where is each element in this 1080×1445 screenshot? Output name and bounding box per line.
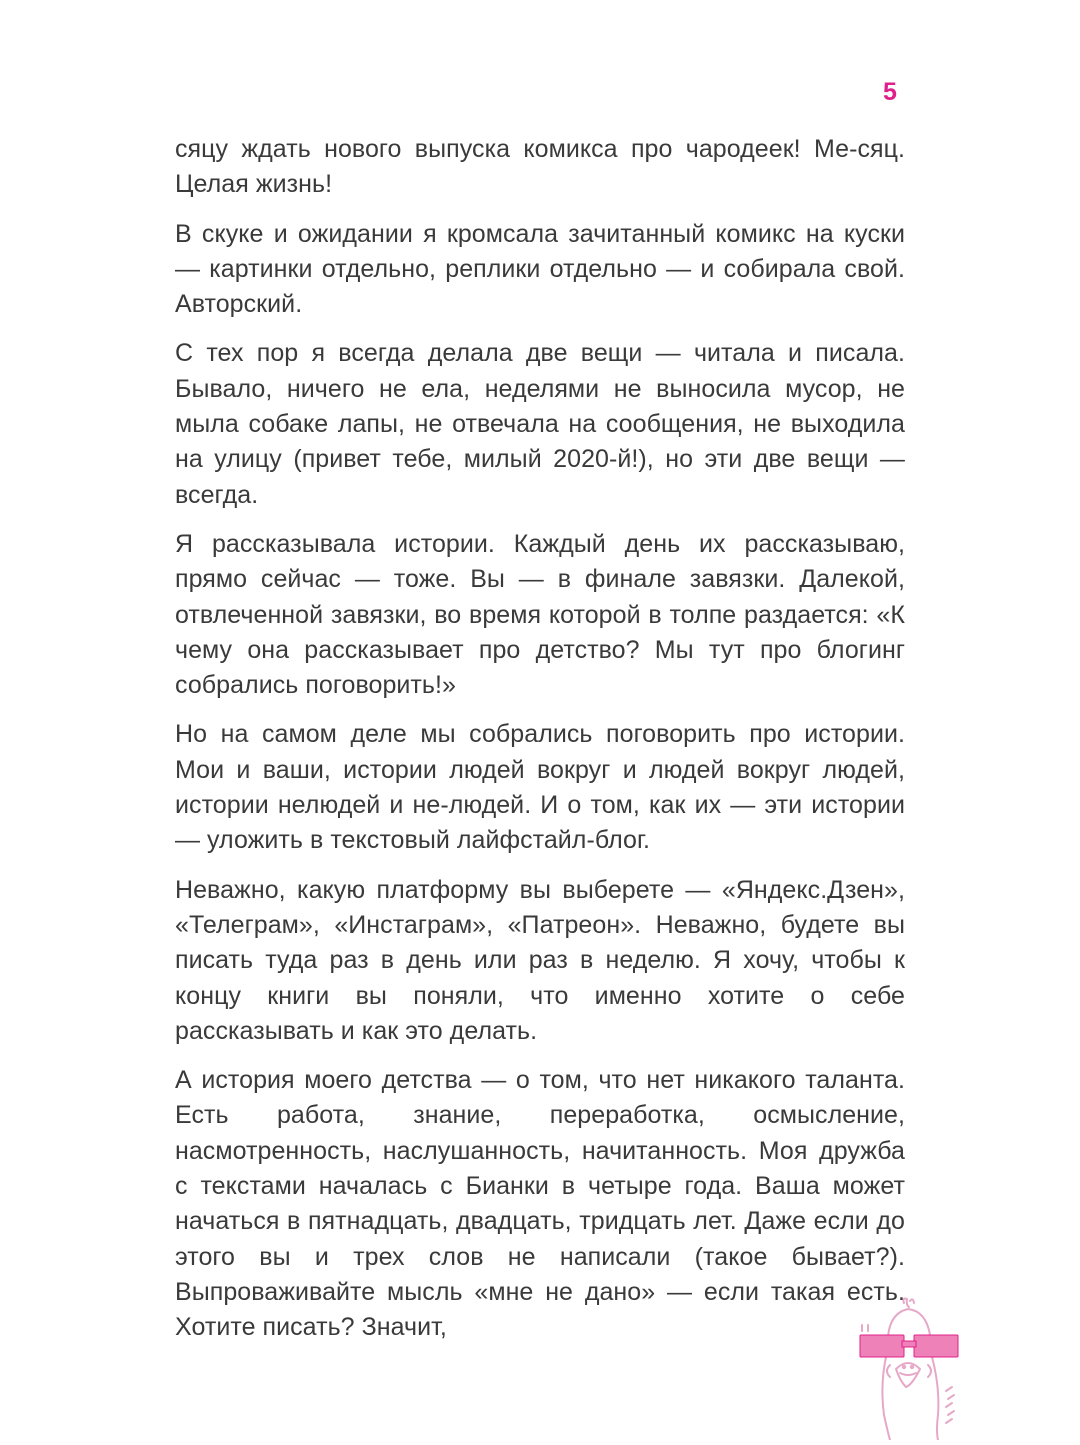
paragraph-7: А история моего детства — о том, что нет никакого таланта. Есть работа, знание, переработка, осмысление, насмотренность, наслушанность, начитанность. Моя дружба с текстами началась с Бианки в четыре года. Ваша может начаться в пятнадцать, двадцать, тридцать лет. Даже если до этого вы и трех слов не написали (такое бывает?). Выпроваживайте мысль «мне не дано» — если такая есть. Хотите писать? Значит, [175, 1066, 905, 1342]
paragraph-1: сяцу ждать нового выпуска комикса про чародеек! Ме-сяц. Целая жизнь! [175, 135, 905, 199]
paragraph-4: Я рассказывала истории. Каждый день их рассказываю, прямо сейчас — тоже. Вы — в финале завязки. Далекой, отвлеченной завязки, во время которой в толпе раздается: «К чему она рассказывает про детство? Мы тут про блогинг собрались поговорить!» [175, 529, 905, 700]
paragraph-5: Но на самом деле мы собрались поговорить про истории. Мои и ваши, истории людей вокруг и людей вокруг людей, истории нелюдей и не-людей. И о том, как их — эти истории — уложить в текстовый лайфстайл-блог. [175, 720, 905, 855]
paragraph-6: Неважно, какую платформу вы выберете — «Яндекс.Дзен», «Телеграм», «Инстаграм», «Патреон». Неважно, будете вы писать туда раз в день или раз в неделю. Я хочу, чтобы к концу книги вы поняли, что именно хотите о себе рассказывать и как это делать. [175, 875, 905, 1045]
body-text [175, 132, 905, 1360]
page-number: 5 [883, 78, 897, 106]
paragraph-2: В скуке и ожидании я кромсала зачитанный комикс на куски — картинки отдельно, реплики отдельно — и собирала свой. Авторский. [175, 219, 905, 319]
paragraph-3: С тех пор я всегда делала две вещи — читала и писала. Бывало, ничего не ела, неделями не выносила мусор, не мыла собаке лапы, не отвечала на сообщения, не выходила на улицу (привет тебе, милый 2020-й!), но эти две вещи — всегда. [175, 339, 905, 509]
ostrich-with-sunglasses-icon [850, 1295, 970, 1440]
